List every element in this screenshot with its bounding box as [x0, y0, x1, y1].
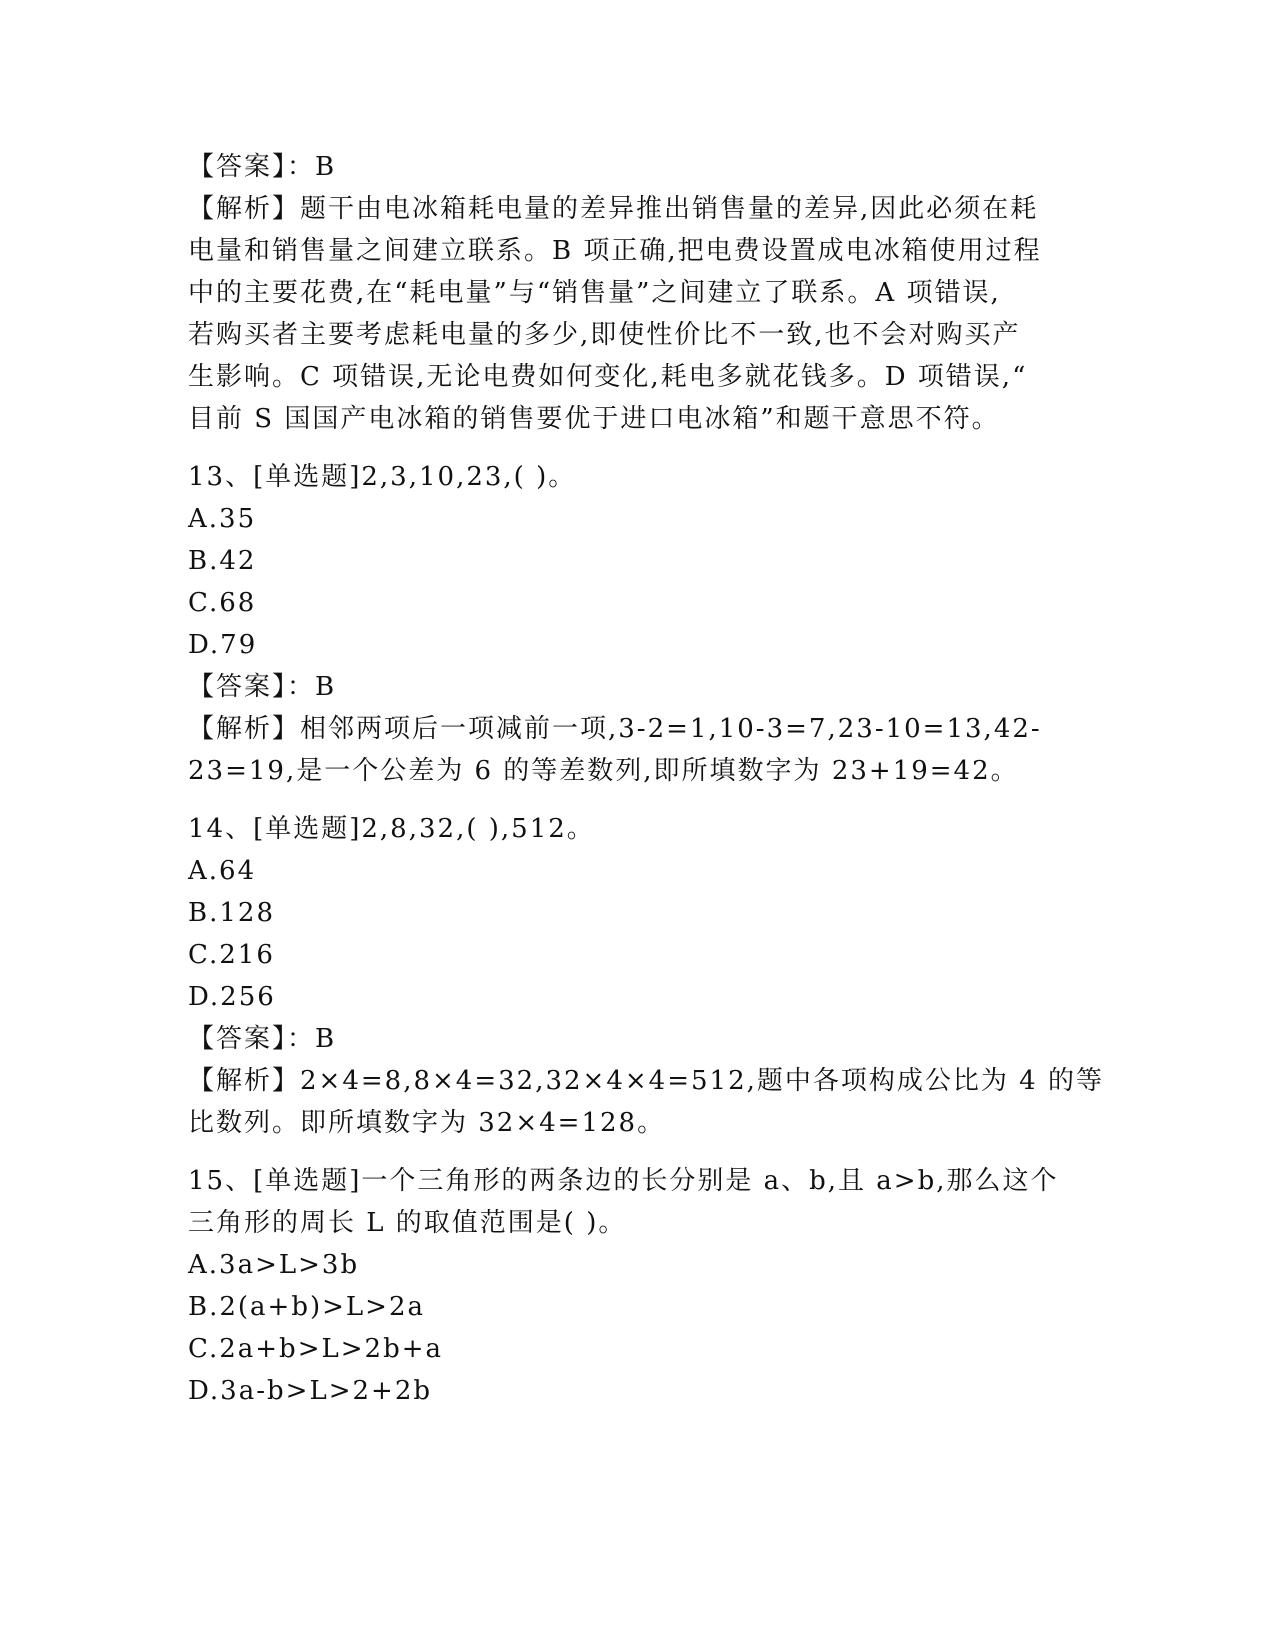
q13-stem: 13、[单选题]2,3,10,23,( )。 — [188, 462, 577, 492]
q14-stem: 14、[单选题]2,8,32,( ),512。 — [188, 814, 595, 844]
q13-analysis-line: 【解析】相邻两项后一项减前一项,3-2=1,10-3=7,23-10=13,42- — [188, 714, 1042, 744]
q15-option-a: A.3a>L>3b — [188, 1250, 360, 1280]
q13-analysis-line: 23=19,是一个公差为 6 的等差数列,即所填数字为 23+19=42。 — [188, 756, 1019, 786]
q12-analysis-line: 目前 S 国国产电冰箱的销售要优于进口电冰箱”和题干意思不符。 — [188, 404, 1000, 434]
spacer — [188, 1144, 1088, 1160]
spacer — [188, 792, 1088, 808]
q14-analysis-line: 比数列。即所填数字为 32×4=128。 — [188, 1108, 666, 1138]
q14-analysis-line: 【解析】2×4=8,8×4=32,32×4×4=512,题中各项构成公比为 4 的等 — [188, 1066, 1104, 1096]
q14-option-d: D.256 — [188, 982, 276, 1012]
q12-analysis-line: 电量和销售量之间建立联系。B 项正确,把电费设置成电冰箱使用过程 — [188, 236, 1042, 266]
q12-analysis-line: 生影响。C 项错误,无论电费如何变化,耗电多就花钱多。D 项错误,“ — [188, 362, 1028, 392]
q13-option-b: B.42 — [188, 546, 257, 576]
q12-analysis-line: 【解析】题干由电冰箱耗电量的差异推出销售量的差异,因此必须在耗 — [188, 194, 1039, 224]
q15-option-d: D.3a-b>L>2+2b — [188, 1376, 433, 1406]
q14-answer: 【答案】：B — [188, 1024, 337, 1054]
q14-option-a: A.64 — [188, 856, 257, 886]
q15-option-c: C.2a+b>L>2b+a — [188, 1334, 444, 1364]
q14-option-c: C.216 — [188, 940, 275, 970]
document-content — [188, 146, 1104, 1412]
q12-analysis-line: 若购买者主要考虑耗电量的多少,即使性价比不一致,也不会对购买产 — [188, 320, 1021, 350]
q13-option-c: C.68 — [188, 588, 257, 618]
spacer — [188, 440, 1088, 456]
q13-option-a: A.35 — [188, 504, 257, 534]
q13-answer: 【答案】：B — [188, 672, 337, 702]
q15-option-b: B.2(a+b)>L>2a — [188, 1292, 426, 1322]
q15-stem-line: 三角形的周长 L 的取值范围是( )。 — [188, 1208, 627, 1238]
q15-stem-line: 15、[单选题]一个三角形的两条边的长分别是 a、b,且 a>b,那么这个 — [188, 1166, 1059, 1196]
q12-analysis-line: 中的主要花费,在“耗电量”与“销售量”之间建立了联系。A 项错误, — [188, 278, 1001, 308]
q12-answer: 【答案】：B — [188, 152, 337, 182]
q13-option-d: D.79 — [188, 630, 258, 660]
q14-option-b: B.128 — [188, 898, 275, 928]
